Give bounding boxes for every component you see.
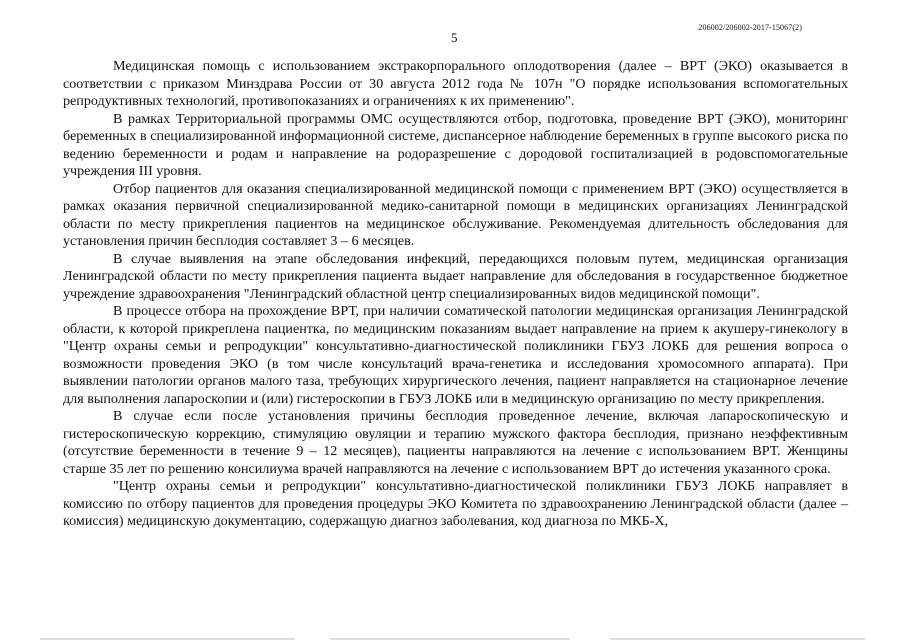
paragraph-4: В случае выявления на этапе обследования инфекций, передающихся половым путем, медицинская организация Ленинградской области по месту прикрепления пациента выдает направление для обследования в государственное бюджетное учреждение здравоохранения "Ленинградский областной центр специализированных видов медицинской помощи". [63,250,848,302]
paragraph-3: Отбор пациентов для оказания специализированной медицинской помощи с применением ВРТ (ЭКО) осуществляется в рамках оказания первичной специализированной медико-санитарной помощи в медицинских организациях Ленинградской области по месту прикрепления пациентов на медицинское обслуживание. Рекомендуемая длительность обследования для установления причин бесплодия составляет 3 – 6 месяцев. [63,180,848,249]
document-body [63,58,848,531]
page-bottom-edge [0,634,905,640]
paragraph-5: В процессе отбора на прохождение ВРТ, при наличии соматической патологии медицинская организация Ленинградской области, к которой прикреплена пациентка, по медицинским показаниям выдает направление на прием к акушеру-гинекологу в "Центр охраны семьи и репродукции" консультативно-диагностической поликлиники ГБУЗ ЛОКБ для решения вопроса о возможности проведения ЭКО (в том числе консультаций врача-генетика и исследования хромосомного аппарата). При выявлении патологии органов малого таза, требующих хирургического лечения, пациент направляется на стационарное лечение для выполнения лапароскопии и (или) гистероскопии в ГБУЗ ЛОКБ или в медицинскую организацию по месту прикрепления. [63,303,848,407]
page-number: 5 [451,30,458,45]
paragraph-2: В рамках Территориальной программы ОМС осуществляются отбор, подготовка, проведение ВРТ (ЭКО), мониторинг беременных в специализированной информационной системе, диспансерное наблюдение беременных в группе высокого риска по ведению беременности и родам и направление на родоразрешение с дородовой госпитализацией в родовспомогательные учреждения III уровня. [63,110,848,179]
document-id: 206002/206002-2017-15067(2) [698,23,802,32]
paragraph-6: В случае если после установления причины бесплодия проведенное лечение, включая лапароскопическую и гистероскопическую коррекцию, стимуляцию овуляции и терапию мужского фактора бесплодия, признано неэффективным (отсутствие беременности в течение 9 – 12 месяцев), пациенты направляются на лечение с использованием ВРТ. Женщины старше 35 лет по решению консилиума врачей направляются на лечение с использованием ВРТ до истечения указанного срока. [63,408,848,477]
paragraph-7: "Центр охраны семьи и репродукции" консультативно-диагностической поликлиники ГБУЗ ЛОКБ направляет в комиссию по отбору пациентов для проведения процедуры ЭКО Комитета по здравоохранению Ленинградской области (далее – комиссия) медицинскую документацию, содержащую диагноз заболевания, код диагноза по МКБ-Х, [63,478,848,529]
paragraph-1: Медицинская помощь с использованием экстракорпорального оплодотворения (далее – ВРТ (ЭКО) оказывается в соответствии с приказом Минздрава России от 30 августа 2012 года № 107н "О порядке использования вспомогательных репродуктивных технологий, противопоказаниях и ограничениях к их применению". [63,58,848,109]
